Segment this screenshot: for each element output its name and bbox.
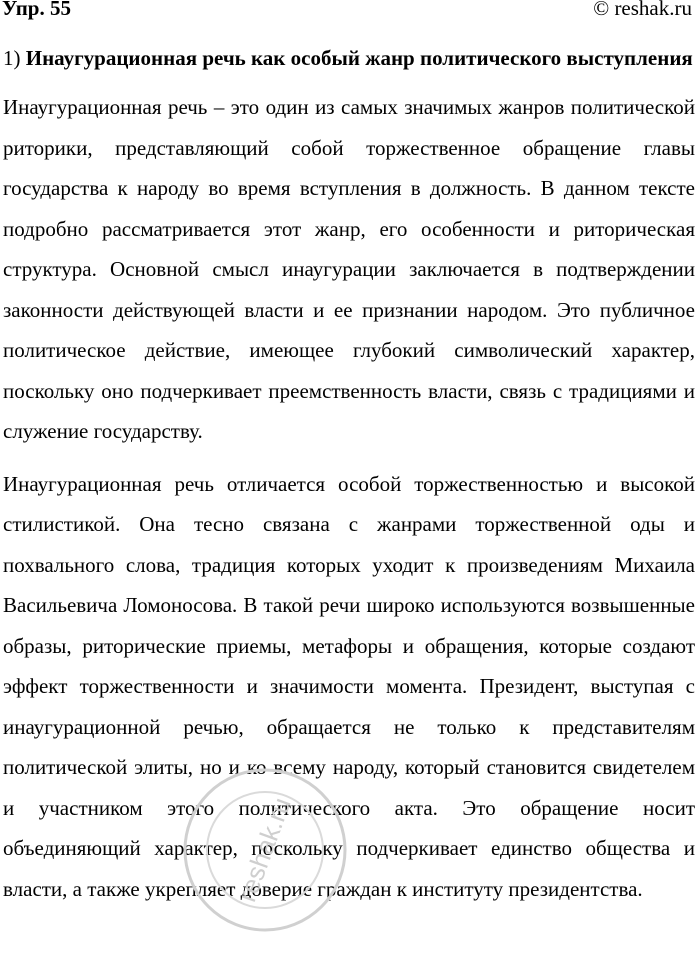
section-number: 1) — [3, 46, 21, 70]
document-body — [3, 38, 695, 909]
page-header — [0, 0, 700, 26]
exercise-number: Упр. 55 — [2, 0, 71, 20]
paragraph-2: Инаугурационная речь отличается особой торжественностью и высокой стилистикой. Она тесно связана с жанрами торжественной оды и похвального слова, традиция которых уходит к произведениям Михаила Васильевича Ломоносова. В такой речи широко используются возвышенные образы, риторические приемы, метафоры и обращения, которые создают эффект торжественности и значимости момента. Президент, выступая с инаугурационной речью, обращается не только к представителям политической элиты, но и ко всему народу, который становится свидетелем и участником этого политического акта. Это обращение носит объединяющий характер, поскольку подчеркивает единство общества и власти, а также укрепляет доверие граждан к институту президентства. — [3, 471, 695, 901]
section-title: Инаугурационная речь как особый жанр политического выступления — [25, 46, 693, 70]
svg-text:reshak.ru: reshak.ru — [231, 793, 297, 906]
site-credit: © reshak.ru — [593, 0, 692, 20]
paragraph-1: Инаугурационная речь – это один из самых значимых жанров политической риторики, представляющий собой торжественное обращение главы государства к народу во время вступления в должность. В данном тексте подробно рассматривается этот жанр, его особенности и риторическая структура. Основной смысл инаугурации заключается в подтверждении законности действующей власти и ее признании народом. Это публичное политическое действие, имеющее глубокий символический характер, поскольку оно подчеркивает преемственность власти, связь с традициями и служение государству. — [3, 95, 695, 443]
section-heading — [3, 38, 695, 78]
